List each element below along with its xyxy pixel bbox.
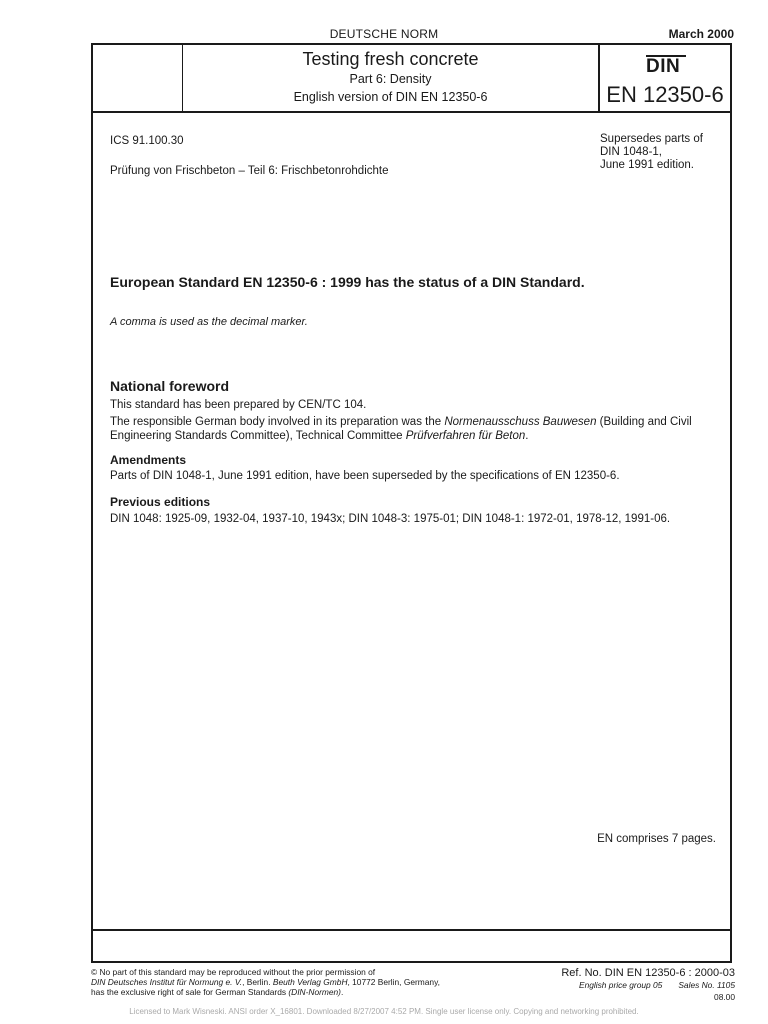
header-divider [91, 111, 732, 113]
text-run: . [340, 987, 344, 997]
document-part: Part 6: Density [349, 72, 432, 86]
committee-name: Normenausschuss Bauwesen [444, 416, 597, 428]
text-run: (Building and Civil Engineering Standards Committee), Technical Committee [110, 416, 692, 442]
text-run: (DIN-Normen) [288, 987, 341, 997]
supersedes-line: Supersedes parts of [600, 133, 703, 145]
copyright-line [91, 987, 521, 997]
copyright-line [91, 977, 521, 987]
ics-code: ICS 91.100.30 [110, 135, 184, 147]
footer-divider [91, 929, 732, 931]
sales-number: Sales No. 1105 [678, 980, 735, 990]
text-run: has the exclusive right of sale for German Standards [91, 987, 289, 997]
standard-number: EN 12350-6 [606, 82, 724, 107]
header-left-box [91, 43, 183, 112]
previous-editions-text: DIN 1048: 1925-09, 1932-04, 1937-10, 1943x; DIN 1048-3: 1975-01; DIN 1048-1: 1972-01, 1978-12, 1991-06. [110, 513, 671, 525]
text-run: , Berlin. [242, 977, 273, 987]
german-title: Prüfung von Frischbeton – Teil 6: Frischbetonrohdichte [110, 165, 389, 177]
national-foreword-paragraph-2 [110, 415, 722, 443]
text-run: . [525, 430, 529, 442]
publisher-name: Beuth Verlag GmbH [272, 977, 348, 987]
amendments-text: Parts of DIN 1048-1, June 1991 edition, have been superseded by the specifications of EN 12350-6. [110, 470, 620, 482]
din-logo: DIN [646, 56, 681, 77]
publisher-name: DIN Deutsches Institut für Normung e. V. [91, 977, 243, 987]
version-code: 08.00 [714, 992, 735, 1002]
price-info [579, 980, 735, 990]
technical-committee-name: Prüfverfahren für Beton [405, 430, 526, 442]
previous-editions-heading: Previous editions [110, 495, 211, 509]
amendments-heading: Amendments [110, 453, 187, 467]
supersedes-line: DIN 1048-1, [600, 146, 663, 158]
reference-number: Ref. No. DIN EN 12350-6 : 2000-03 [561, 967, 735, 979]
page-count: EN comprises 7 pages. [597, 833, 716, 845]
status-statement: European Standard EN 12350-6 : 1999 has the status of a DIN Standard. [110, 274, 585, 290]
document-title: Testing fresh concrete [302, 49, 479, 69]
text-run: , 10772 Berlin, Germany, [347, 977, 440, 987]
english-version-note: English version of DIN EN 12350-6 [293, 90, 488, 104]
supersedes-note [600, 133, 728, 172]
decimal-note: A comma is used as the decimal marker. [110, 316, 308, 328]
supersedes-line: June 1991 edition. [600, 159, 694, 171]
copyright-line: © No part of this standard may be reproduced without the prior permission of [91, 967, 376, 977]
price-group: English price group 05 [579, 980, 663, 990]
national-foreword-paragraph-1: This standard has been prepared by CEN/TC 104. [110, 399, 367, 411]
national-foreword-heading: National foreword [110, 378, 230, 394]
publication-date: March 2000 [668, 27, 734, 41]
copyright-notice [91, 967, 521, 997]
text-run: The responsible German body involved in its preparation was the [110, 416, 445, 428]
norm-label: DEUTSCHE NORM [329, 27, 439, 41]
license-watermark: Licensed to Mark Wisneski. ANSI order X_16801. Downloaded 8/27/2007 4:52 PM. Single user license only. Copying and networking prohibited. [129, 1007, 639, 1016]
